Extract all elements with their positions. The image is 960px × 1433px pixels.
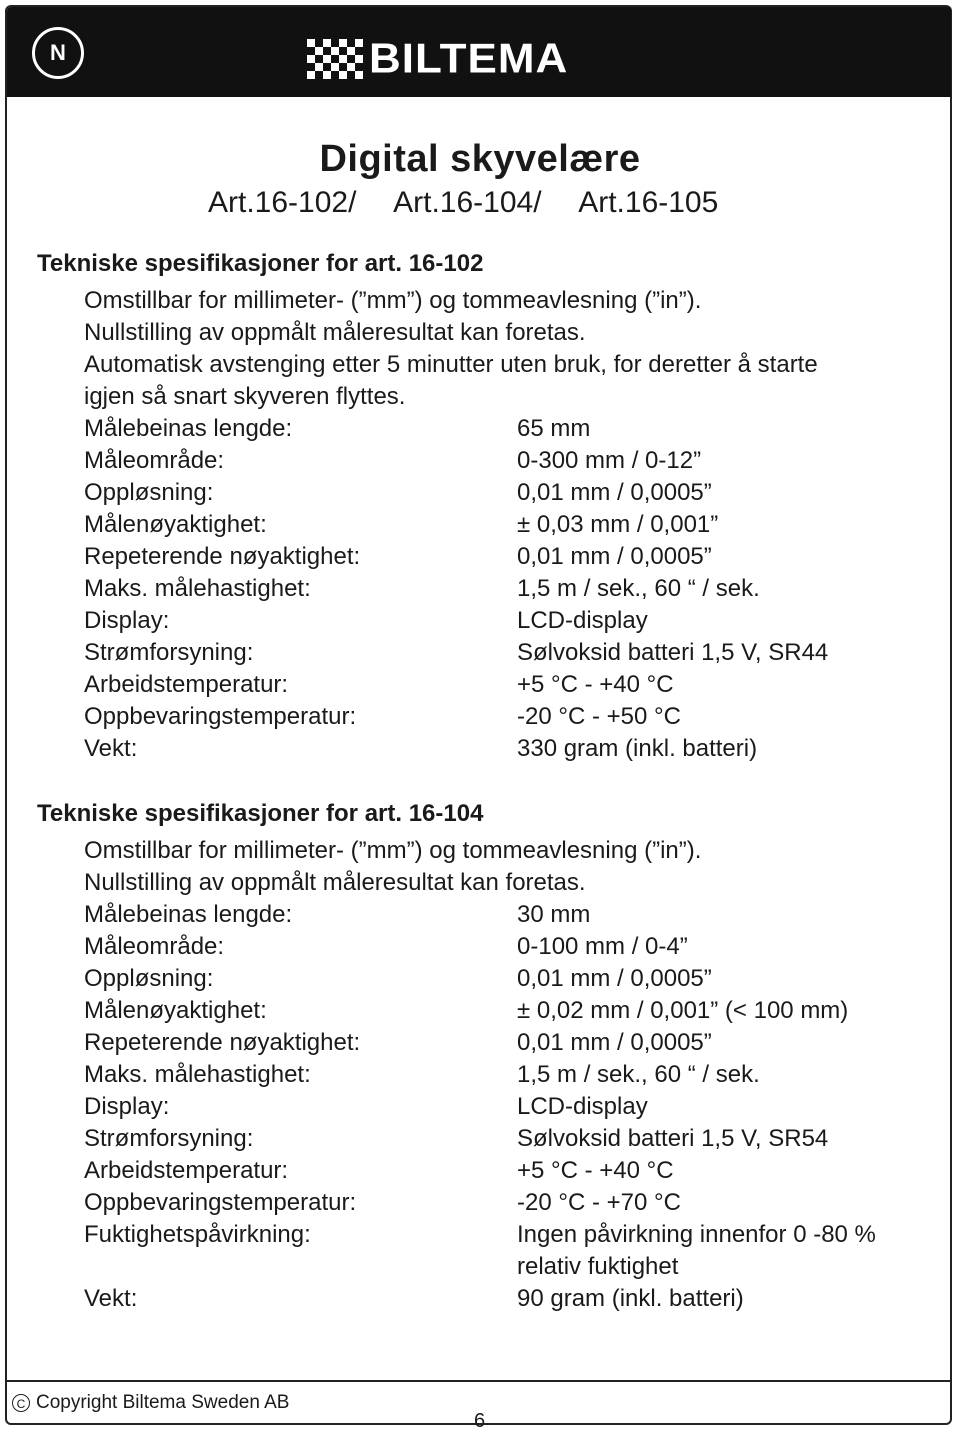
spec-value: ± 0,02 mm / 0,001” (< 100 mm) <box>517 997 849 1024</box>
spec-value: 0,01 mm / 0,0005” <box>517 543 712 570</box>
spec-value: 0-300 mm / 0-12” <box>517 447 702 474</box>
spec-label: Målebeinas lengde: <box>84 901 293 928</box>
spec-label: Vekt: <box>84 1285 138 1312</box>
spec-label: Arbeidstemperatur: <box>84 671 289 698</box>
spec-label: Målenøyaktighet: <box>84 997 267 1024</box>
spec-value: ± 0,03 mm / 0,001” <box>517 511 719 538</box>
spec-label: Målenøyaktighet: <box>84 511 267 538</box>
checkered-flag-icon <box>307 39 363 79</box>
footer-divider <box>7 1380 951 1382</box>
spec-label: Fuktighetspåvirkning: <box>84 1221 311 1248</box>
spec-value: -20 °C - +70 °C <box>517 1189 681 1216</box>
spec-label: Display: <box>84 607 170 634</box>
spec-label: Målebeinas lengde: <box>84 415 293 442</box>
spec-value: 90 gram (inkl. batteri) <box>517 1285 744 1312</box>
spec-value: +5 °C - +40 °C <box>517 671 674 698</box>
spec-value: LCD-display <box>517 607 648 634</box>
copyright-icon: C <box>12 1394 30 1412</box>
section-heading-16-102: Tekniske spesifikasjoner for art. 16-102 <box>37 250 484 277</box>
spec-label: Maks. målehastighet: <box>84 575 311 602</box>
spec-value: Sølvoksid batteri 1,5 V, SR44 <box>517 639 829 666</box>
language-badge: N <box>32 27 84 79</box>
article-numbers <box>208 186 748 220</box>
spec-label: Strømforsyning: <box>84 639 254 666</box>
brand-wordmark: BILTEMA <box>369 35 569 82</box>
description-line: Nullstilling av oppmålt måleresultat kan foretas. <box>84 869 586 896</box>
spec-label: Oppløsning: <box>84 479 214 506</box>
spec-label: Maks. målehastighet: <box>84 1061 311 1088</box>
spec-label: Oppbevaringstemperatur: <box>84 1189 357 1216</box>
spec-value: 1,5 m / sek., 60 “ / sek. <box>517 1061 760 1088</box>
spec-label: Vekt: <box>84 735 138 762</box>
spec-label: Repeterende nøyaktighet: <box>84 543 361 570</box>
header-bar <box>7 7 951 97</box>
description-line: Omstillbar for millimeter- (”mm”) og tommeavlesning (”in”). <box>84 837 702 864</box>
spec-label: Arbeidstemperatur: <box>84 1157 289 1184</box>
spec-value: 65 mm <box>517 415 591 442</box>
spec-label: Strømforsyning: <box>84 1125 254 1152</box>
description-line: Omstillbar for millimeter- (”mm”) og tommeavlesning (”in”). <box>84 287 702 314</box>
description-line: Nullstilling av oppmålt måleresultat kan foretas. <box>84 319 586 346</box>
spec-value: Sølvoksid batteri 1,5 V, SR54 <box>517 1125 829 1152</box>
spec-label: Oppløsning: <box>84 965 214 992</box>
spec-value: 0-100 mm / 0-4” <box>517 933 688 960</box>
spec-value: LCD-display <box>517 1093 648 1120</box>
spec-value: Ingen påvirkning innenfor 0 -80 % <box>517 1221 876 1248</box>
spec-label: Måleområde: <box>84 447 225 474</box>
spec-label: Display: <box>84 1093 170 1120</box>
spec-value: 330 gram (inkl. batteri) <box>517 735 758 762</box>
section-heading-16-104: Tekniske spesifikasjoner for art. 16-104 <box>37 800 484 827</box>
article-number: Art.16-102/ <box>208 186 357 219</box>
page-number: 6 <box>474 1410 486 1432</box>
copyright-text: Copyright Biltema Sweden AB <box>36 1392 290 1413</box>
page-title: Digital skyvelære <box>319 138 641 180</box>
spec-value: 0,01 mm / 0,0005” <box>517 479 712 506</box>
spec-value: 0,01 mm / 0,0005” <box>517 965 712 992</box>
spec-label: Repeterende nøyaktighet: <box>84 1029 361 1056</box>
article-number: Art.16-104/ <box>393 186 542 219</box>
spec-value: 30 mm <box>517 901 591 928</box>
spec-value: relativ fuktighet <box>517 1253 679 1280</box>
copyright-notice <box>12 1392 289 1414</box>
spec-label: Oppbevaringstemperatur: <box>84 703 357 730</box>
biltema-logo <box>307 37 568 81</box>
spec-label: Måleområde: <box>84 933 225 960</box>
article-number: Art.16-105 <box>578 186 719 219</box>
spec-value: +5 °C - +40 °C <box>517 1157 674 1184</box>
spec-value: -20 °C - +50 °C <box>517 703 681 730</box>
spec-value: 1,5 m / sek., 60 “ / sek. <box>517 575 760 602</box>
description-line: Automatisk avstenging etter 5 minutter uten bruk, for deretter å starte <box>84 351 818 378</box>
spec-value: 0,01 mm / 0,0005” <box>517 1029 712 1056</box>
description-line: igjen så snart skyveren flyttes. <box>84 383 406 410</box>
